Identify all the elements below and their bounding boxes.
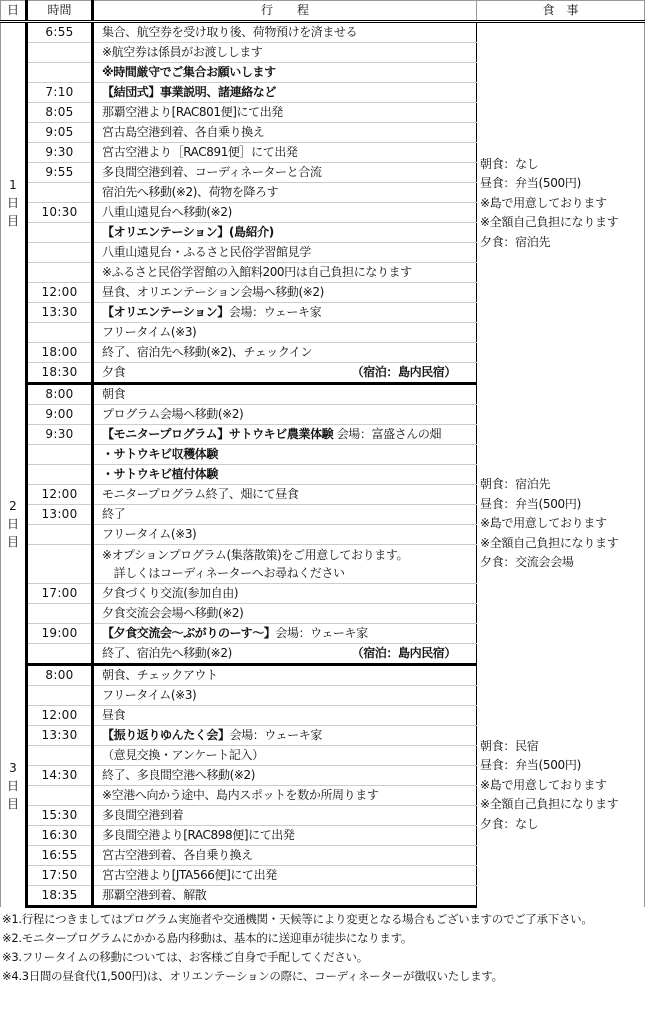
day-label: [1, 384, 27, 665]
activity-title: 【夕食交流会～ぶがりのーす～】: [102, 626, 276, 640]
activity-cell: [93, 343, 477, 363]
activity-text: 終了、宿泊先へ移動(※2)、チェックイン: [102, 345, 313, 359]
time-cell: [27, 465, 93, 485]
activity-text: 宮古空港より［RAC891便］にて出発: [102, 145, 298, 159]
time-cell: 8:00: [27, 665, 93, 686]
activity-text: 宮古空港到着、各自乗り換え: [102, 848, 253, 862]
activity-cell: [93, 665, 477, 686]
meal-line: ※島で用意しております: [480, 777, 607, 792]
activity-title: 【振り返りゆんたく会】: [102, 728, 230, 742]
activity-text: 終了、多良間空港へ移動(※2): [102, 768, 256, 782]
note-4: ※4.3日間の昼食代(1,500円)は、オリエンテーションの際に、コーディネーターが徴収いたします。: [2, 969, 503, 983]
activity-text-2: 詳しくはコーディネーターへお尋ねください: [102, 566, 345, 580]
note-3: ※3.フリータイムの移動については、お客様ご自身で手配してください。: [2, 950, 368, 964]
time-cell: [27, 604, 93, 624]
note-2: ※2.モニタープログラムにかかる島内移動は、基本的に送迎車が徒歩になります。: [2, 931, 413, 945]
activity-text: （意見交換・アンケート記入）: [102, 748, 264, 762]
activity-text: 【結団式】事業説明、諸連絡など: [102, 85, 277, 99]
activity-text: ※ふるさと民俗学習館の入館料200円は自己負担になります: [102, 265, 412, 279]
activity-cell: [93, 323, 477, 343]
activity-text: ※航空券は係員がお渡しします: [102, 45, 263, 59]
notes: [0, 908, 645, 986]
activity-text: 夕食づくり交流(参加自由): [102, 586, 239, 600]
time-cell: 10:30: [27, 203, 93, 223]
time-cell: 8:05: [27, 103, 93, 123]
time-cell: [27, 243, 93, 263]
activity-cell: [93, 525, 477, 545]
activity-cell: [93, 806, 477, 826]
time-cell: 19:00: [27, 624, 93, 644]
activity-cell: [93, 746, 477, 766]
activity-text: 終了、宿泊先へ移動(※2): [102, 646, 232, 660]
activity-cell: [93, 866, 477, 886]
activity-cell: [93, 726, 477, 746]
time-cell: 12:00: [27, 706, 93, 726]
meal-line: ※島で用意しております: [480, 516, 607, 531]
activity-text: ※空港へ向かう途中、島内スポットを数か所周ります: [102, 788, 379, 802]
meal-line: 昼食：弁当(500円): [480, 496, 581, 511]
activity-cell: [93, 63, 477, 83]
activity-text: 多良間空港到着: [102, 808, 184, 822]
activity-text: 宮古空港より[JTA566便]にて出発: [102, 868, 277, 882]
activity-cell: [93, 22, 477, 43]
activity-text: 夕食交流会会場へ移動(※2): [102, 606, 244, 620]
activity-text: 会場：富盛さんの畑: [333, 427, 442, 441]
meal-line: ※全額自己負担になります: [480, 797, 619, 812]
time-cell: 12:00: [27, 485, 93, 505]
time-cell: 8:00: [27, 384, 93, 405]
activity-cell: [93, 243, 477, 263]
time-cell: [27, 223, 93, 243]
day-label-char: 日: [6, 778, 19, 793]
activity-cell: [93, 263, 477, 283]
time-cell: 17:00: [27, 584, 93, 604]
activity-text: 昼食: [102, 708, 126, 722]
activity-text: 終了: [102, 507, 126, 521]
activity-title: 【オリエンテーション】: [102, 305, 229, 319]
activity-text: 【オリエンテーション】(島紹介): [102, 225, 274, 239]
time-cell: 15:30: [27, 806, 93, 826]
activity-cell: [93, 644, 477, 665]
activity-cell: [93, 183, 477, 203]
lodging-label: （宿泊：島内民宿）: [351, 646, 456, 660]
time-cell: 9:00: [27, 405, 93, 425]
activity-text: ・サトウキビ収穫体験: [102, 447, 219, 461]
time-cell: 9:30: [27, 425, 93, 445]
activity-cell: [93, 83, 477, 103]
meal-line: ※全額自己負担になります: [480, 215, 619, 229]
activity-cell: [93, 706, 477, 726]
activity-cell: [93, 766, 477, 786]
time-cell: 12:00: [27, 283, 93, 303]
time-cell: 16:30: [27, 826, 93, 846]
day-label-char: 日: [6, 196, 19, 211]
activity-text: 朝食: [102, 387, 126, 401]
meal-line: ※全額自己負担になります: [480, 535, 619, 550]
time-cell: 18:30: [27, 363, 93, 384]
table-row: [1, 665, 645, 686]
activity-title: 【モニタープログラム】サトウキビ農業体験: [102, 427, 334, 441]
time-cell: 16:55: [27, 846, 93, 866]
meal-line: ※島で用意しております: [480, 195, 607, 210]
activity-cell: [93, 826, 477, 846]
activity-cell: [93, 283, 477, 303]
meal-line: 夕食：交流会会場: [480, 555, 574, 570]
activity-text: ※オプションプログラム(集落散策)をご用意しております。: [102, 548, 409, 562]
table-row: [1, 384, 645, 405]
time-cell: 7:10: [27, 83, 93, 103]
meal-line: 朝食：宿泊先: [480, 477, 551, 492]
day-label: [1, 22, 27, 384]
activity-cell: [93, 223, 477, 243]
activity-cell: [93, 384, 477, 405]
activity-cell: [93, 363, 477, 384]
time-cell: [27, 263, 93, 283]
time-cell: [27, 43, 93, 63]
activity-cell: [93, 43, 477, 63]
table-row: [1, 22, 645, 43]
meal-line: 夕食：宿泊先: [480, 234, 551, 249]
activity-cell: [93, 786, 477, 806]
activity-cell: [93, 163, 477, 183]
time-cell: [27, 445, 93, 465]
header-itinerary: 行 程: [93, 1, 477, 22]
activity-text: プログラム会場へ移動(※2): [102, 407, 244, 421]
day-label: [1, 665, 27, 907]
time-cell: 9:30: [27, 143, 93, 163]
lodging-label: （宿泊：島内民宿）: [351, 365, 456, 379]
day-label-char: 2: [9, 499, 17, 513]
activity-text: 多良間空港より[RAC898便]にて出発: [102, 828, 295, 842]
activity-text: 昼食、オリエンテーション会場へ移動(※2): [102, 285, 324, 299]
time-cell: 13:30: [27, 303, 93, 323]
time-cell: [27, 525, 93, 545]
activity-cell: [93, 465, 477, 485]
time-cell: [27, 545, 93, 584]
activity-cell: [93, 143, 477, 163]
note-1: ※1.行程につきましてはプログラム実施者や交通機関・天候等により変更となる場合もございますのでご了承下さい。: [2, 912, 593, 926]
meal-line: 昼食：弁当(500円): [480, 176, 581, 190]
activity-text: 朝食、チェックアウト: [102, 668, 218, 682]
activity-cell: [93, 425, 477, 445]
time-cell: [27, 183, 93, 203]
meal-line: 昼食：弁当(500円): [480, 758, 581, 773]
activity-cell: [93, 584, 477, 604]
header-day: 日: [1, 1, 27, 22]
activity-text: 多良間空港到着、コーディネーターと合流: [102, 165, 322, 179]
meal-line: 夕食：なし: [480, 816, 539, 831]
activity-cell: [93, 405, 477, 425]
header-row: [1, 1, 645, 22]
activity-cell: [93, 303, 477, 323]
activity-cell: [93, 485, 477, 505]
activity-text: フリータイム(※3): [102, 688, 197, 702]
activity-cell: [93, 604, 477, 624]
time-cell: [27, 63, 93, 83]
activity-text: 那覇空港より[RAC801便]にて出発: [102, 105, 283, 119]
header-meals: 食 事: [477, 1, 645, 22]
time-cell: [27, 323, 93, 343]
activity-text: 那覇空港到着、解散: [102, 888, 207, 902]
activity-text: 会場：ウェーキ家: [229, 728, 322, 742]
time-cell: [27, 686, 93, 706]
time-cell: [27, 746, 93, 766]
day-label-char: 目: [6, 535, 19, 549]
meals-cell: [477, 22, 645, 384]
activity-cell: [93, 686, 477, 706]
activity-cell: [93, 445, 477, 465]
activity-text: 集合、航空券を受け取り後、荷物預けを済ませる: [102, 25, 358, 39]
time-cell: 9:55: [27, 163, 93, 183]
time-cell: 13:00: [27, 505, 93, 525]
activity-cell: [93, 846, 477, 866]
time-cell: 14:30: [27, 766, 93, 786]
activity-text: フリータイム(※3): [102, 325, 197, 339]
day-label-char: 3: [9, 760, 17, 775]
time-cell: 18:35: [27, 886, 93, 907]
meals-cell: [477, 384, 645, 665]
itinerary-body: [1, 22, 645, 907]
meal-line: 朝食：なし: [480, 156, 539, 171]
activity-text: 八重山遠見台へ移動(※2): [102, 205, 232, 219]
meal-line: 朝食：民宿: [480, 738, 539, 753]
day-label-char: 日: [6, 517, 19, 531]
time-cell: 9:05: [27, 123, 93, 143]
activity-text: 宿泊先へ移動(※2)、荷物を降ろす: [102, 185, 279, 199]
activity-text: 夕食: [102, 365, 126, 379]
time-cell: [27, 786, 93, 806]
header-time: 時間: [27, 1, 93, 22]
activity-cell: [93, 103, 477, 123]
activity-cell: [93, 203, 477, 223]
activity-text: ・サトウキビ植付体験: [102, 467, 219, 481]
activity-text: 宮古島空港到着、各自乗り換え: [102, 125, 265, 139]
activity-text: モニタープログラム終了、畑にて昼食: [102, 487, 299, 501]
activity-cell: [93, 505, 477, 525]
activity-cell: [93, 545, 477, 584]
day-label-char: 目: [6, 796, 19, 811]
activity-text: 会場：ウェーキ家: [275, 626, 368, 640]
activity-text: フリータイム(※3): [102, 527, 197, 541]
activity-cell: [93, 123, 477, 143]
day-label-char: 目: [6, 214, 19, 229]
activity-text: 八重山遠見台・ふるさと民俗学習館見学: [102, 245, 311, 259]
time-cell: 6:55: [27, 22, 93, 43]
day-label-char: 1: [9, 178, 17, 193]
activity-text: ※時間厳守でご集合お願いします: [102, 65, 276, 79]
activity-text: 会場：ウェーキ家: [228, 305, 322, 319]
meals-cell: [477, 665, 645, 907]
time-cell: [27, 644, 93, 665]
time-cell: 17:50: [27, 866, 93, 886]
time-cell: 18:00: [27, 343, 93, 363]
activity-cell: [93, 624, 477, 644]
time-cell: 13:30: [27, 726, 93, 746]
activity-cell: [93, 886, 477, 907]
